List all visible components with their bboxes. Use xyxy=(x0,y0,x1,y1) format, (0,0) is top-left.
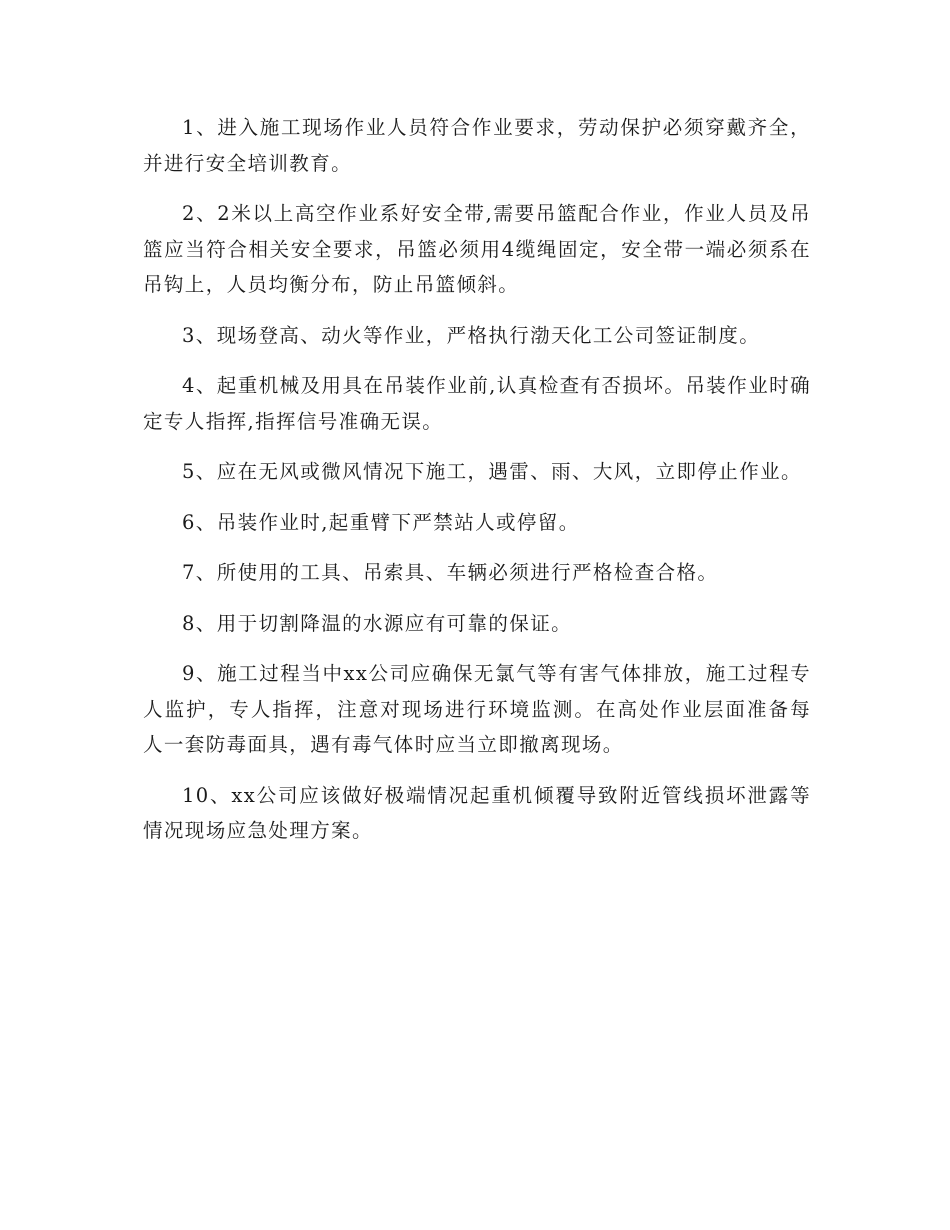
paragraph-5: 5、应在无风或微风情况下施工，遇雷、雨、大风，立即停止作业。 xyxy=(182,460,802,483)
paragraph-10: 10、xx公司应该做好极端情况起重机倾覆导致附近管线损坏泄露等情况现场应急处理方案。 xyxy=(143,783,811,842)
paragraph-3: 3、现场登高、动火等作业，严格执行渤天化工公司签证制度。 xyxy=(182,323,761,347)
paragraph-6: 6、吊装作业时,起重臂下严禁站人或停留。 xyxy=(182,510,580,534)
document-body xyxy=(143,110,811,864)
paragraph-9: 9、施工过程当中xx公司应确保无氯气等有害气体排放，施工过程专人监护，专人指挥，注意对现场进行环境监测。在高处作业层面准备每人一套防毒面具，遇有毒气体时应当立即撤离现场。 xyxy=(143,662,811,756)
paragraph-1: 1、进入施工现场作业人员符合作业要求，劳动保护必须穿戴齐全，并进行安全培训教育。 xyxy=(143,116,811,175)
paragraph-2: 2、2米以上高空作业系好安全带,需要吊篮配合作业，作业人员及吊篮应当符合相关安全要求，吊篮必须用4缆绳固定，安全带一端必须系在吊钩上，人员均衡分布，防止吊篮倾斜。 xyxy=(143,202,811,296)
paragraph-7: 7、所使用的工具、吊索具、车辆必须进行严格检查合格。 xyxy=(182,561,719,584)
paragraph-4: 4、起重机械及用具在吊装作业前,认真检查有否损坏。吊装作业时确定专人指挥,指挥信号准确无误。 xyxy=(143,374,811,433)
paragraph-8: 8、用于切割降温的水源应有可靠的保证。 xyxy=(182,611,573,635)
